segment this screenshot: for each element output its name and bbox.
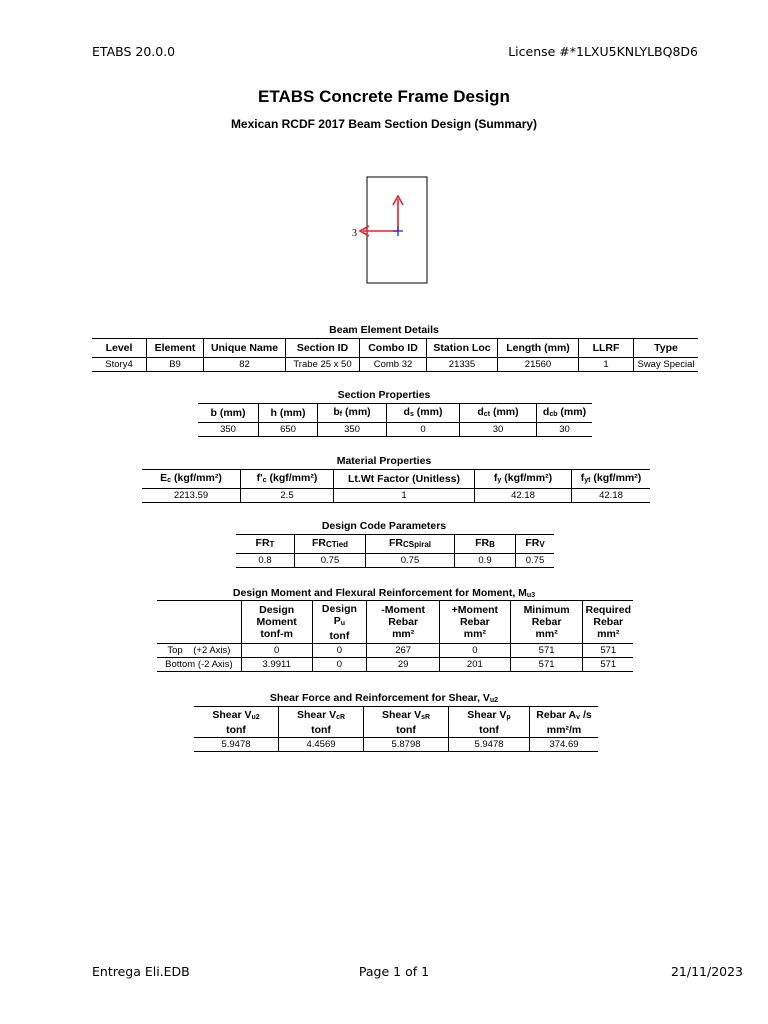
col-header-dcb	[537, 404, 593, 423]
beam-details-header-row	[92, 339, 698, 358]
cell-bf: 350	[318, 423, 387, 437]
av-tail: /s	[580, 708, 592, 721]
cell-b: 350	[198, 423, 259, 437]
ec-symbol: E	[160, 471, 168, 484]
footer-page-number: Page 1 of 1	[358, 964, 430, 979]
footer-filename: Entrega Eli.EDB	[92, 964, 190, 979]
col-header-h: h (mm)	[259, 404, 318, 423]
h-line: mm²	[463, 628, 486, 640]
dcb-subscript: cb	[549, 410, 558, 418]
section-outline	[367, 177, 427, 283]
design-moment-table	[157, 600, 633, 672]
cell-fy: 42.18	[475, 489, 572, 503]
ds-unit: (mm)	[413, 405, 443, 418]
col-header-pos-moment-rebar	[439, 601, 510, 644]
h-line: Design	[259, 604, 295, 616]
fy-subscript: y	[497, 476, 502, 484]
shear-force-table	[194, 706, 598, 752]
h-line: Rebar	[459, 616, 490, 628]
pu-symbol: P	[333, 614, 341, 627]
shear-title-subscript: u2	[489, 697, 499, 704]
fy-unit: (kgf/mm²)	[501, 471, 553, 484]
table-row	[157, 658, 633, 672]
table-row	[92, 358, 698, 372]
col-header: Length (mm)	[498, 339, 579, 358]
table-row	[142, 489, 650, 503]
col-header-fy	[475, 470, 572, 489]
material-properties-table	[142, 469, 650, 503]
beam-section-diagram	[345, 175, 435, 285]
dct-unit: (mm)	[490, 405, 519, 418]
vu2-subscript: u2	[251, 713, 260, 721]
h-line: mm²	[535, 628, 558, 640]
av-subscript: v	[576, 713, 581, 721]
fyt-symbol: f	[580, 471, 585, 484]
cell-fc: 2.5	[241, 489, 334, 503]
frt-symbol: FR	[255, 537, 270, 549]
h-line: Rebar	[531, 616, 562, 628]
col-header-ds	[387, 404, 460, 423]
cell-req-rebar: 571	[583, 658, 633, 672]
frcspiral-subscript: CSpiral	[402, 540, 431, 549]
av-symbol: Rebar A	[536, 708, 577, 721]
cell-length: 21560	[498, 358, 579, 372]
cell-pos-rebar: 0	[439, 644, 510, 658]
col-header-min-rebar	[510, 601, 583, 644]
cell-location: Bottom (-2 Axis)	[157, 658, 241, 672]
header-license: License #*1LXU5KNLYLBQ8D6	[508, 44, 698, 59]
fy-symbol: f	[493, 471, 498, 484]
ec-unit: (kgf/mm²)	[171, 471, 222, 484]
cell-section-id: Trabe 25 x 50	[286, 358, 360, 372]
dct-symbol: d	[477, 405, 484, 418]
cell-frt: 0.8	[236, 554, 295, 568]
frv-subscript: V	[539, 540, 545, 549]
cell-frb: 0.9	[455, 554, 516, 568]
section-properties-table	[198, 403, 592, 437]
design-code-table	[236, 534, 554, 568]
cell-location: Top (+2 Axis)	[157, 644, 241, 658]
header-app-version: ETABS 20.0.0	[92, 44, 176, 59]
code-header-row	[236, 535, 554, 554]
fyt-subscript: yt	[584, 476, 591, 484]
vcr-symbol: Shear V	[296, 708, 337, 721]
col-header-fyt	[572, 470, 651, 489]
cell-design-moment: 0	[241, 644, 312, 658]
col-header-frcspiral	[366, 535, 455, 554]
ds-symbol: d	[403, 405, 410, 418]
h-line: tonf	[329, 629, 350, 642]
table-row	[198, 423, 592, 437]
moment-title-text: Design Moment and Flexural Reinforcement for Moment, M	[232, 587, 527, 599]
col-header-shear-vcr	[279, 707, 364, 738]
report-title: ETABS Concrete Frame Design	[258, 87, 510, 106]
cell-frv: 0.75	[516, 554, 555, 568]
col-header: Element	[147, 339, 204, 358]
report-subtitle: Mexican RCDF 2017 Beam Section Design (Summary)	[230, 117, 538, 131]
bf-subscript: f	[339, 410, 343, 418]
fc-unit: (kgf/mm²)	[266, 471, 318, 484]
design-code-title: Design Code Parameters	[321, 520, 447, 532]
axis-3-label: 3	[352, 228, 357, 239]
h-line: Rebar	[388, 616, 419, 628]
vp-symbol: Shear V	[467, 708, 507, 721]
frctied-subscript: CTied	[325, 540, 349, 549]
dcb-unit: (mm)	[557, 405, 587, 418]
cell-min-rebar: 571	[510, 644, 583, 658]
frt-subscript: T	[269, 540, 275, 549]
moment-header-row	[157, 601, 633, 644]
vsr-symbol: Shear V	[381, 708, 422, 721]
cell-min-rebar: 571	[510, 658, 583, 672]
cell-level: Story4	[92, 358, 147, 372]
bf-unit: (mm)	[342, 405, 371, 418]
col-header-shear-vu2	[194, 707, 279, 738]
cell-ds: 0	[387, 423, 460, 437]
cell-vcr: 4.4569	[279, 738, 364, 752]
col-header-dct	[460, 404, 537, 423]
cell-req-rebar: 571	[583, 644, 633, 658]
col-header-ec	[142, 470, 241, 489]
cell-pos-rebar: 201	[439, 658, 510, 672]
col-header-frt	[236, 535, 295, 554]
cell-fyt: 42.18	[572, 489, 651, 503]
col-header-blank	[157, 601, 241, 644]
frcspiral-symbol: FR	[388, 537, 403, 549]
col-header-fc	[241, 470, 334, 489]
cell-vu2: 5.9478	[194, 738, 279, 752]
frctied-symbol: FR	[311, 537, 326, 549]
col-header: Combo ID	[360, 339, 427, 358]
cell-frctied: 0.75	[295, 554, 366, 568]
design-moment-title	[0, 587, 768, 599]
cell-frcspiral: 0.75	[366, 554, 455, 568]
frb-symbol: FR	[475, 537, 490, 549]
col-header-rebar-av	[530, 707, 599, 738]
col-header-bf	[318, 404, 387, 423]
cell-av: 374.69	[530, 738, 599, 752]
frb-subscript: B	[489, 540, 495, 549]
cell-station-loc: 21335	[427, 358, 498, 372]
fc-symbol: f'	[256, 471, 263, 484]
moment-title-subscript: u3	[526, 592, 536, 599]
material-properties-title: Material Properties	[336, 455, 432, 467]
frv-symbol: FR	[525, 537, 540, 549]
cell-neg-rebar: 29	[367, 658, 440, 672]
material-header-row	[142, 470, 650, 489]
col-header-ltwt: Lt.Wt Factor (Unitless)	[334, 470, 475, 489]
fyt-unit: (kgf/mm²)	[590, 471, 642, 484]
cell-dct: 30	[460, 423, 537, 437]
vu2-symbol: Shear V	[212, 708, 252, 721]
cell-combo-id: Comb 32	[360, 358, 427, 372]
av-unit: mm²/m	[546, 723, 582, 736]
vsr-subscript: sR	[421, 713, 431, 721]
beam-details-table	[92, 338, 698, 372]
beam-details-title: Beam Element Details	[329, 324, 439, 336]
col-header-shear-vp	[449, 707, 530, 738]
h-line: -Moment	[381, 604, 426, 616]
col-header-neg-moment-rebar	[367, 601, 440, 644]
shear-title-text: Shear Force and Reinforcement for Shear, V	[269, 692, 490, 704]
h-line: Design	[321, 602, 357, 615]
section-properties-title: Section Properties	[337, 389, 431, 401]
table-row	[157, 644, 633, 658]
h-line: mm²	[597, 628, 620, 640]
h-line: Required	[585, 604, 631, 616]
table-row	[236, 554, 554, 568]
col-header: Section ID	[286, 339, 360, 358]
pu-subscript: u	[340, 619, 346, 627]
col-header-design-moment	[241, 601, 312, 644]
cell-design-pu: 0	[312, 644, 367, 658]
col-header-frb	[455, 535, 516, 554]
h-line: +Moment	[451, 604, 499, 616]
ec-subscript: c	[167, 476, 172, 484]
cell-type: Sway Special	[634, 358, 699, 372]
cell-dcb: 30	[537, 423, 593, 437]
vp-subscript: p	[506, 713, 511, 721]
col-header: Type	[634, 339, 699, 358]
col-header-frv	[516, 535, 555, 554]
vsr-unit: tonf	[396, 723, 416, 736]
fc-subscript: c	[262, 476, 267, 484]
cell-llrf: 1	[579, 358, 634, 372]
cell-design-moment: 3.9911	[241, 658, 312, 672]
col-header: LLRF	[579, 339, 634, 358]
col-header-design-pu	[312, 601, 367, 644]
h-line: Rebar	[593, 616, 624, 628]
vp-unit: tonf	[479, 723, 499, 736]
h-line: mm²	[392, 628, 415, 640]
section-header-row	[198, 404, 592, 423]
shear-force-title	[0, 692, 768, 704]
bf-symbol: b	[333, 405, 340, 418]
shear-header-row	[194, 707, 598, 738]
cell-h: 650	[259, 423, 318, 437]
cell-ltwt: 1	[334, 489, 475, 503]
cell-vp: 5.9478	[449, 738, 530, 752]
cell-neg-rebar: 267	[367, 644, 440, 658]
cell-unique-name: 82	[204, 358, 286, 372]
col-header-shear-vsr	[364, 707, 449, 738]
cell-design-pu: 0	[312, 658, 367, 672]
cell-ec: 2213.59	[142, 489, 241, 503]
col-header: Unique Name	[204, 339, 286, 358]
ds-subscript: s	[409, 410, 414, 418]
table-row	[194, 738, 598, 752]
vcr-subscript: cR	[336, 713, 346, 721]
h-line: Moment	[256, 616, 297, 628]
footer-date: 21/11/2023	[670, 964, 743, 979]
col-header: Level	[92, 339, 147, 358]
dct-subscript: ct	[483, 410, 491, 418]
cell-vsr: 5.8798	[364, 738, 449, 752]
vu2-unit: tonf	[226, 723, 246, 736]
h-line: tonf-m	[260, 628, 293, 640]
cell-element: B9	[147, 358, 204, 372]
h-line: Minimum	[523, 604, 570, 616]
col-header: Station Loc	[427, 339, 498, 358]
col-header-frctied	[295, 535, 366, 554]
vcr-unit: tonf	[311, 723, 331, 736]
col-header-req-rebar	[583, 601, 633, 644]
dcb-symbol: d	[542, 405, 550, 418]
col-header-b: b (mm)	[198, 404, 259, 423]
